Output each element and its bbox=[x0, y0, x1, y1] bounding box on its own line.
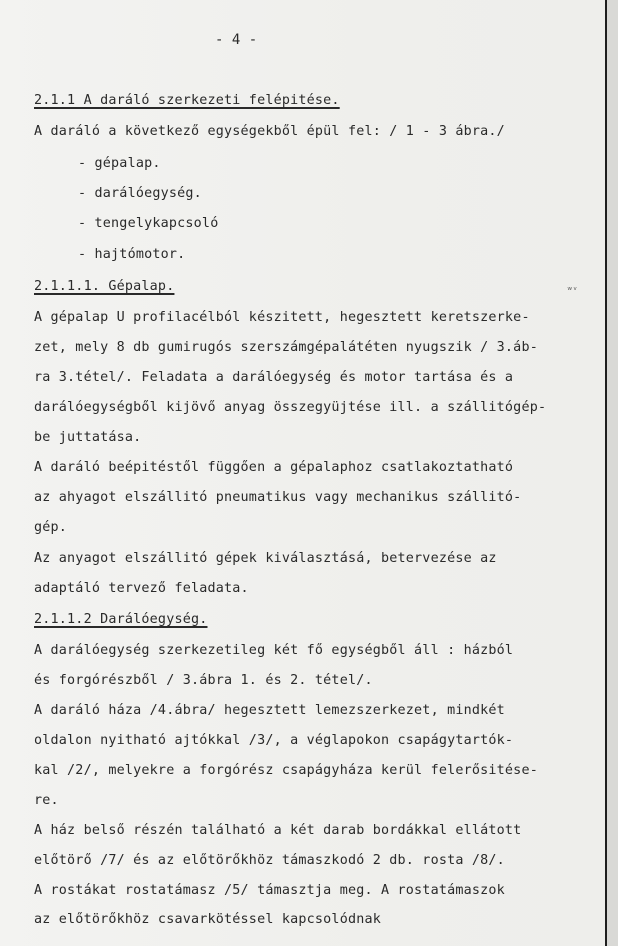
paragraph-line: A darálóegység szerkezetileg két fő egységből áll : házból bbox=[34, 643, 514, 658]
paragraph-line: A rostákat rostatámasz /5/ támasztja meg. A rostatámaszok bbox=[34, 883, 505, 898]
paragraph-line: az előtörőkhöz csavarkötéssel kapcsolódnak bbox=[34, 912, 381, 927]
paragraph-line: A daráló háza /4.ábra/ hegesztett lemezszerkezet, mindkét bbox=[34, 703, 505, 718]
paragraph-line: A daráló beépitéstől függően a gépalaphoz csatlakoztatható bbox=[34, 460, 514, 475]
section-heading: 2.1.1.1. Gépalap. bbox=[34, 279, 175, 294]
paragraph-line: előtörő /7/ és az előtörőkhöz támaszkodó 2 db. rosta /8/. bbox=[34, 853, 505, 868]
list-item: - darálóegység. bbox=[78, 186, 202, 201]
list-item: - gépalap. bbox=[78, 156, 161, 171]
paragraph-line: az ahyagot elszállitó pneumatikus vagy mechanikus szállitó- bbox=[34, 490, 522, 505]
paragraph-line: gép. bbox=[34, 520, 68, 535]
paragraph-line: Az anyagot elszállitó gépek kiválasztásá, betervezése az bbox=[34, 551, 497, 566]
list-item: - hajtómotor. bbox=[78, 247, 186, 262]
paragraph-line: A gépalap U profilacélból készitett, hegesztett keretszerke- bbox=[34, 310, 530, 325]
paragraph-line: ra 3.tétel/. Feladata a darálóegység és motor tartása és a bbox=[34, 370, 514, 385]
paragraph-line: darálóegységből kijövő anyag összegyüjtése ill. a szállitógép- bbox=[34, 400, 547, 415]
paragraph-line: adaptáló tervező feladata. bbox=[34, 581, 249, 596]
paragraph-line: A ház belső részén található a két darab bordákkal ellátott bbox=[34, 823, 522, 838]
paragraph-line: re. bbox=[34, 793, 59, 808]
paragraph-line: és forgórészből / 3.ábra 1. és 2. tétel/. bbox=[34, 673, 373, 688]
page-edge-shadow bbox=[607, 0, 618, 946]
paragraph-line: be juttatása. bbox=[34, 430, 142, 445]
page-number: - 4 - bbox=[215, 32, 258, 48]
paragraph-line: A daráló a következő egységekből épül fel: / 1 - 3 ábra./ bbox=[34, 124, 505, 139]
section-heading: 2.1.1.2 Darálóegység. bbox=[34, 612, 208, 627]
paragraph-line: zet, mely 8 db gumirugós szerszámgépalátéten nyugszik / 3.áb- bbox=[34, 340, 538, 355]
paragraph-line: oldalon nyitható ajtókkal /3/, a véglapokon csapágytartók- bbox=[34, 733, 514, 748]
list-item: - tengelykapcsoló bbox=[78, 216, 219, 231]
paragraph-line: kal /2/, melyekre a forgórész csapágyháza kerül felerősitése- bbox=[34, 763, 538, 778]
section-heading: 2.1.1 A daráló szerkezeti felépitése. bbox=[34, 93, 340, 108]
pen-mark: ʷᵛ bbox=[567, 286, 578, 296]
